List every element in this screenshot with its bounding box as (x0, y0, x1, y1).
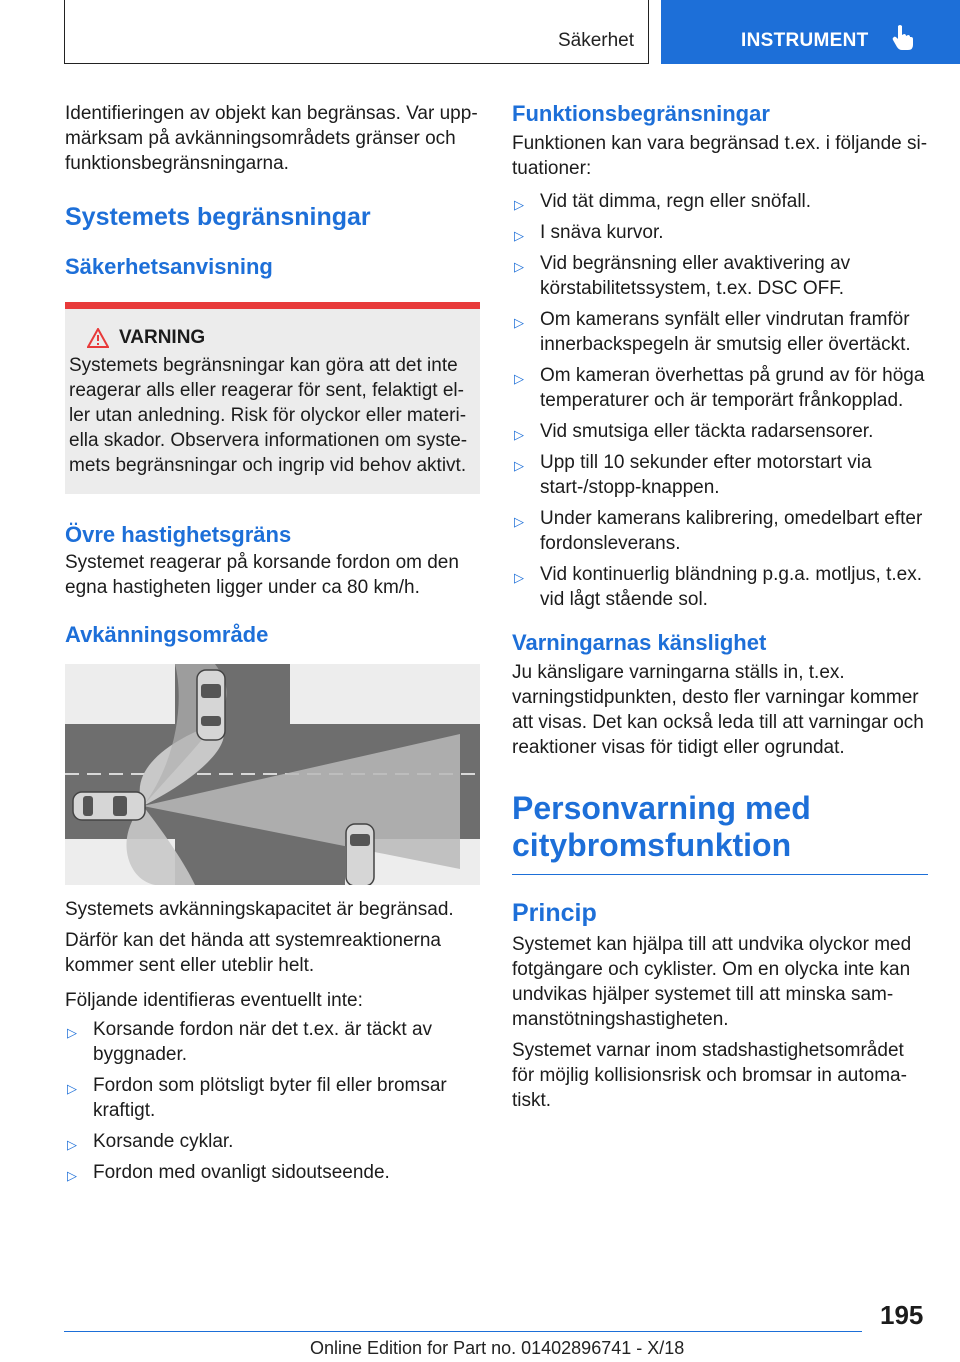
hand-pointer-icon (892, 24, 914, 50)
header-section-tab[interactable] (64, 0, 649, 64)
bullet-triangle-icon: ▷ (514, 259, 524, 274)
footer-rule (64, 1331, 862, 1332)
area-paragraph-2: Därför kan det hända att systemreaktionerna kommer sent eller uteblir helt. (65, 930, 441, 976)
warning-triangle-icon (87, 328, 109, 348)
principle-paragraph-1: Systemet kan hjälpa till att undvika olyckor med fotgängare och cyklister. Om en olycka inte kan undvikas hjälper systemet till att minska sammanstötningshastigheten. (512, 934, 912, 1030)
bullet-triangle-icon: ▷ (67, 1081, 77, 1096)
list-item: ▷ Korsande cyklar. (65, 1129, 480, 1154)
heading-underline (512, 874, 928, 875)
heading-safety-note: Säkerhetsanvisning (65, 254, 273, 279)
list-item: ▷ Om kameran överhettas på grund av för höga temperaturer och är temporärt frånkopplad. (514, 365, 925, 411)
area-paragraph-1: Systemets avkänningskapacitet är begränsad. (65, 899, 454, 920)
header-chapter-label: INSTRUMENT (741, 30, 869, 51)
heading-pedestrian-warning: Personvarning med citybromsfunktion (512, 790, 811, 863)
heading-detection-area: Avkänningsområde (65, 622, 269, 647)
bullet-triangle-icon: ▷ (514, 458, 524, 473)
sensitivity-paragraph: Ju känsligare varningarna ställs in, t.ex. varningstidpunkten, desto fler varningar kommer att visas. Det kan också leda till att varningar och reaktioner visas för tidigt eller ogrundat. (512, 662, 924, 758)
intro-paragraph: Identifieringen av objekt kan begränsas. Var uppmärksam på avkänningsområdets gränser och funktionsbegränsningarna. (65, 103, 478, 174)
bullet-triangle-icon: ▷ (67, 1168, 77, 1183)
list-item: ▷ Korsande fordon när det t.ex. är täckt av byggnader. (67, 1019, 433, 1065)
list-item: ▷ Vid kontinuerlig bländning p.g.a. motljus, t.ex. vid lågt stående sol. (514, 564, 922, 610)
list-item: ▷ Under kamerans kalibrering, omedelbart efter fordonsleverans. (514, 508, 923, 554)
header-chapter-tab[interactable] (661, 0, 960, 64)
list-item: ▷ Fordon med ovanligt sidoutseende. (65, 1160, 480, 1185)
warning-box (65, 302, 480, 494)
header-section-label: Säkerhet (557, 30, 634, 51)
warning-text: Systemets begränsningar kan göra att det inte reagerar alls eller reagerar för sent, felaktigt eller utan anledning. Risk för olyckor eller materiella skador. Observera informationen om systemets begränsningar och ingrip vid behov aktivt. (69, 355, 468, 476)
page-number: 195 (880, 1300, 924, 1330)
list-item: ▷ Om kamerans synfält eller vindrutan framför innerbackspegeln är smutsig eller övertäckt. (514, 309, 911, 355)
bullet-triangle-icon: ▷ (514, 315, 524, 330)
heading-warning-sensitivity: Varningarnas känslighet (512, 630, 767, 655)
bullet-triangle-icon: ▷ (67, 1025, 77, 1040)
bullet-triangle-icon: ▷ (514, 427, 524, 442)
not-detected-list (65, 1017, 480, 1185)
warning-title: VARNING (119, 327, 206, 348)
left-column (65, 101, 480, 1191)
list-item: ▷ I snäva kurvor. (512, 220, 928, 245)
heading-upper-speed: Övre hastighetsgräns (65, 522, 292, 547)
list-item: ▷ Fordon som plötsligt byter fil eller bromsar kraftigt. (67, 1075, 447, 1121)
function-limits-list (512, 189, 928, 612)
heading-function-limits: Funktionsbegränsningar (512, 101, 770, 126)
bullet-triangle-icon: ▷ (514, 197, 524, 212)
list-item: ▷ Vid tät dimma, regn eller snöfall. (512, 189, 928, 214)
heading-principle: Princip (512, 899, 597, 927)
function-intro: Funktionen kan vara begränsad t.ex. i följande situationer: (512, 133, 928, 179)
warning-title-row (87, 327, 468, 349)
bullet-triangle-icon: ▷ (514, 371, 524, 386)
footer-edition: Online Edition for Part no. 01402896741 - X/18 (310, 1338, 685, 1358)
heading-system-limits: Systemets begränsningar (65, 203, 371, 231)
area-paragraph-3: Följande identifieras eventuellt inte: (65, 990, 363, 1011)
right-column (512, 101, 928, 1113)
bullet-triangle-icon: ▷ (514, 228, 524, 243)
bullet-triangle-icon: ▷ (514, 514, 524, 529)
speed-paragraph: Systemet reagerar på korsande fordon om den egna hastigheten ligger under ca 80 km/h. (65, 552, 459, 598)
car-crossing-bottom (346, 824, 374, 885)
detection-area-illustration (65, 664, 480, 885)
car-ego (73, 792, 145, 820)
list-item: ▷ Upp till 10 sekunder efter motorstart via start-/stopp-knappen. (514, 452, 872, 498)
car-crossing-top (197, 670, 225, 740)
bullet-triangle-icon: ▷ (67, 1137, 77, 1152)
principle-paragraph-2: Systemet varnar inom stadshastighetsområdet för möjlig kollisionsrisk och bromsar in automatiskt. (512, 1040, 907, 1111)
bullet-triangle-icon: ▷ (514, 570, 524, 585)
list-item: ▷ Vid smutsiga eller täckta radarsensorer. (512, 419, 928, 444)
list-item: ▷ Vid begränsning eller avaktivering av körstabilitetssystem, t.ex. DSC OFF. (514, 253, 851, 299)
